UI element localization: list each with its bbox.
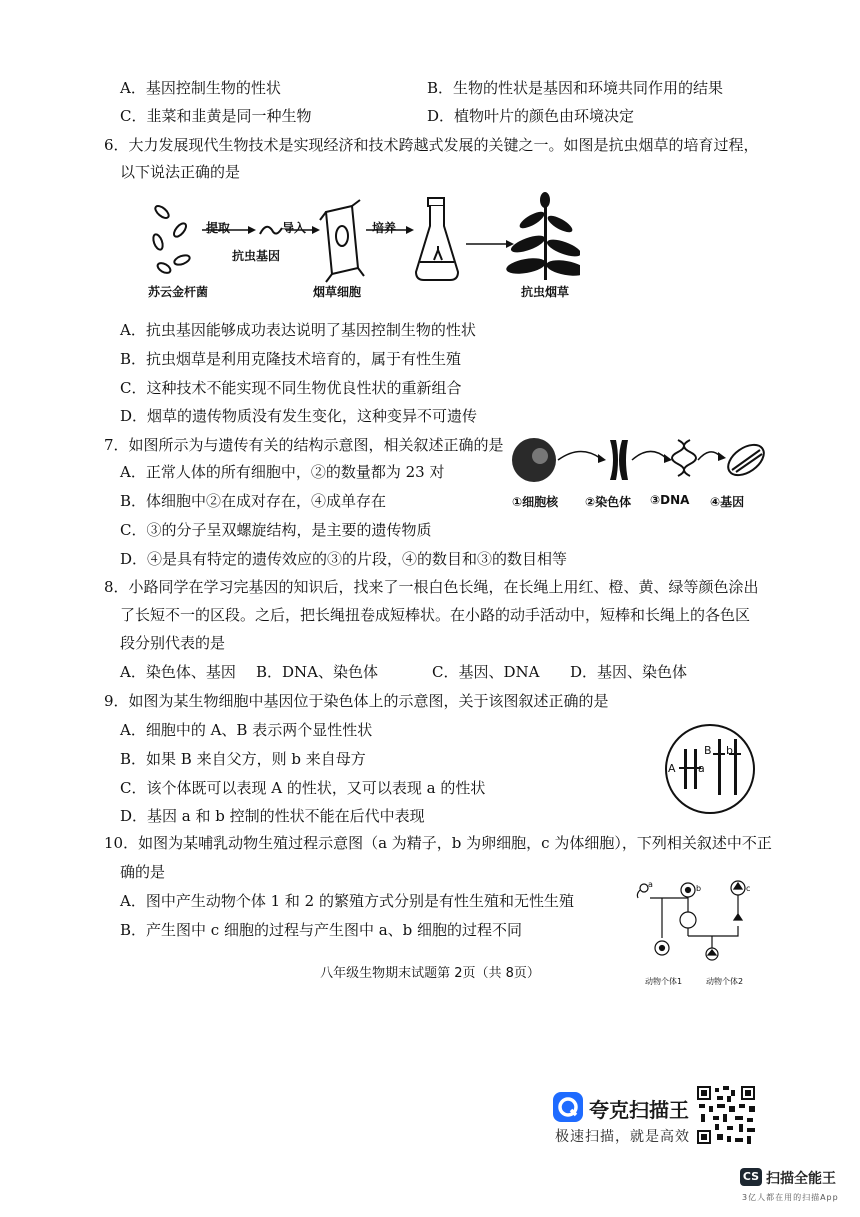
camscanner-tagline: 3亿人都在用的扫描App <box>742 1193 839 1202</box>
fig7-label-nucleus: ①细胞核 <box>512 495 559 509</box>
q8-stem-line2: 了长短不一的区段。之后，把长绳扭卷成短棒状。在小路的动手活动中，短棒和长绳上的各色区 <box>120 606 751 624</box>
tobacco-cell-illustration <box>320 200 364 282</box>
q6-option-c: C．这种技术不能实现不同生物优良性状的重新组合 <box>120 379 462 397</box>
q8-stem-line3: 段分别代表的是 <box>120 634 226 652</box>
fig6-label-plant: 抗虫烟草 <box>521 285 570 299</box>
quark-logo-icon <box>553 1092 583 1122</box>
fig6-label-import: 导入 <box>282 221 307 235</box>
fig6-label-gene: 抗虫基因 <box>232 249 281 263</box>
q7-figure <box>510 436 770 492</box>
q9-cell-figure <box>662 721 758 817</box>
dna-illustration <box>672 440 696 476</box>
culture-flask-illustration <box>416 198 458 280</box>
q7-option-d: D．④是具有特定的遗传效应的③的片段，④的数目和③的数目相等 <box>120 550 568 568</box>
camscanner-name: 扫描全能王 <box>766 1171 836 1187</box>
q8-option-d: D．基因、染色体 <box>570 663 688 681</box>
fig10-label-individual-1: 动物个体1 <box>645 977 683 986</box>
q7-option-b: B．体细胞中②在成对存在，④成单存在 <box>120 492 387 510</box>
page-footer: 八年级生物期末试题第 2页（共 8页） <box>320 966 540 981</box>
q8-option-a: A．染色体、基因 <box>120 663 236 681</box>
q9-option-c: C．该个体既可以表现 A 的性状，又可以表现 a 的性状 <box>120 779 486 797</box>
gene-segment-illustration <box>723 439 770 482</box>
q6-stem-line1: 6．大力发展现代生物技术是实现经济和技术跨越式发展的关键之一。如图是抗虫烟草的培育过程， <box>104 136 759 154</box>
q5-option-d: D．植物叶片的颜色由环境决定 <box>427 107 635 125</box>
fig7-label-chromosome: ②染色体 <box>585 495 632 509</box>
fig9-gene-B: B <box>704 744 712 757</box>
q9-stem: 9．如图为某生物细胞中基因位于染色体上的示意图，关于该图叙述正确的是 <box>104 692 609 710</box>
fig7-label-gene: ④基因 <box>710 495 745 509</box>
fig10-label-individual-2: 动物个体2 <box>706 977 744 986</box>
q8-stem-line1: 8．小路同学在学习完基因的知识后，找来了一根白色长绳，在长绳上用红、橙、黄、绿等颜色涂出 <box>104 578 759 596</box>
q7-stem: 7．如图所示为与遗传有关的结构示意图，相关叙述正确的是 <box>104 436 504 454</box>
scanner-app-ad <box>549 1084 761 1154</box>
q7-option-c: C．③的分子呈双螺旋结构，是主要的遗传物质 <box>120 521 432 539</box>
q6-option-d: D．烟草的遗传物质没有发生变化，这种变异不可遗传 <box>120 407 478 425</box>
q7-option-a: A．正常人体的所有细胞中，②的数量都为 23 对 <box>120 463 445 481</box>
camscanner-watermark <box>740 1168 850 1208</box>
q8-option-b: B．DNA、染色体 <box>256 663 379 681</box>
q8-option-c: C．基因、DNA <box>432 663 540 681</box>
q10-stem-line2: 确的是 <box>120 863 166 881</box>
ad-title: 夸克扫描王 <box>589 1098 689 1122</box>
q9-option-b: B．如果 B 来自父方，则 b 来自母方 <box>120 750 366 768</box>
q6-option-b: B．抗虫烟草是利用克隆技术培育的，属于有性生殖 <box>120 350 462 368</box>
fig9-gene-a: a <box>698 762 705 775</box>
ad-subtitle: 极速扫描，就是高效 <box>555 1129 690 1145</box>
fig9-gene-b: b <box>726 744 733 757</box>
q10-option-a: A．图中产生动物个体 1 和 2 的繁殖方式分别是有性生殖和无性生殖 <box>120 892 574 910</box>
qr-code-icon <box>695 1084 757 1146</box>
fig10-label-b: b <box>696 884 702 893</box>
q9-option-a: A．细胞中的 A、B 表示两个显性性状 <box>120 721 373 739</box>
fig6-label-cell: 烟草细胞 <box>313 285 362 299</box>
q9-option-d: D．基因 a 和 b 控制的性状不能在后代中表现 <box>120 807 425 825</box>
fig6-label-extract: 提取 <box>206 221 231 235</box>
fig9-gene-A: A <box>668 762 676 775</box>
q10-option-b: B．产生图中 c 细胞的过程与产生图中 a、b 细胞的过程不同 <box>120 921 523 939</box>
fig10-label-c: c <box>746 884 751 893</box>
fig6-label-culture: 培养 <box>372 221 397 235</box>
q6-option-a: A．抗虫基因能够成功表达说明了基因控制生物的性状 <box>120 321 476 339</box>
q5-option-a: A．基因控制生物的性状 <box>120 79 281 97</box>
camscanner-logo-icon: CS <box>740 1168 762 1186</box>
q6-stem-line2: 以下说法正确的是 <box>120 163 241 181</box>
tobacco-plant-illustration <box>505 192 580 280</box>
gene-icon <box>260 227 282 234</box>
q5-option-b: B．生物的性状是基因和环境共同作用的结果 <box>427 79 724 97</box>
chromosome-illustration <box>610 440 628 480</box>
fig6-label-bacteria: 苏云金杆菌 <box>148 285 209 299</box>
q10-stem-line1: 10．如图为某哺乳动物生殖过程示意图（a 为精子，b 为卵细胞，c 为体细胞），下列相关叙述中不正 <box>104 834 772 852</box>
bacteria-illustration <box>152 204 191 275</box>
fig7-label-dna: ③DNA <box>650 493 690 507</box>
fig10-label-a: a <box>648 880 653 889</box>
q5-option-c: C．韭菜和韭黄是同一种生物 <box>120 107 312 125</box>
